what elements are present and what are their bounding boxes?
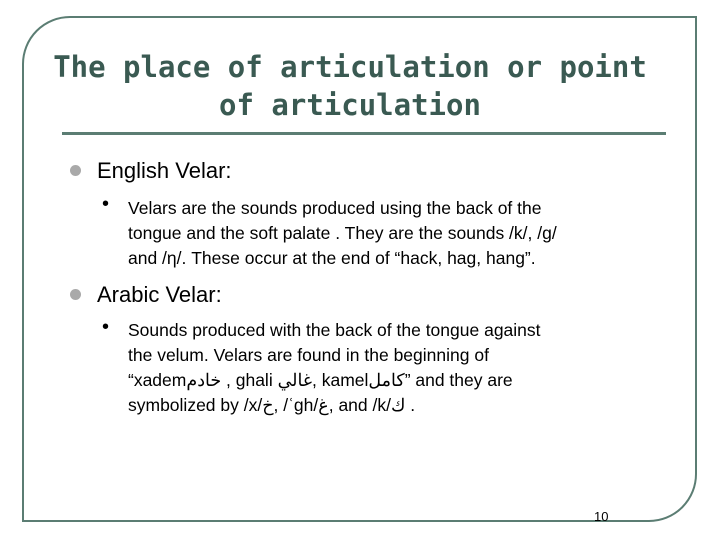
bullet-dot-english-velar: [70, 165, 81, 176]
arabic-velar-line-2: the velum. Velars are found in the beginning of: [128, 345, 489, 365]
english-velar-line-2: tongue and the soft palate . They are the sounds /k/, /g/: [128, 223, 557, 243]
arabic-velar-line-4: symbolized by /x/خ, /ʿgh/غ, and /k/ك .: [128, 395, 416, 415]
slide-title-line-2: of articulation: [219, 88, 481, 122]
arabic-velar-line-3: “xademخادم , ghali غالي, kamelكامل” and they are: [128, 370, 513, 390]
sub-bullet-arabic-velar: •: [102, 316, 110, 338]
heading-arabic-velar: Arabic Velar:: [97, 282, 222, 307]
english-velar-line-1: Velars are the sounds produced using the back of the: [128, 198, 542, 218]
heading-english-velar: English Velar:: [97, 158, 232, 183]
arabic-velar-line-1: Sounds produced with the back of the tongue against: [128, 320, 541, 340]
bullet-dot-arabic-velar: [70, 289, 81, 300]
slide-title: [20, 48, 680, 124]
slide-title-line-1: The place of articulation or point: [53, 50, 647, 84]
sub-bullet-english-velar: •: [102, 193, 110, 215]
title-underline: [62, 132, 666, 135]
english-velar-line-3: and /η/. These occur at the end of “hack, hag, hang”.: [128, 248, 536, 268]
english-velar-description: [128, 196, 557, 271]
arabic-velar-description: [128, 318, 541, 418]
page-number: 10: [594, 509, 609, 524]
